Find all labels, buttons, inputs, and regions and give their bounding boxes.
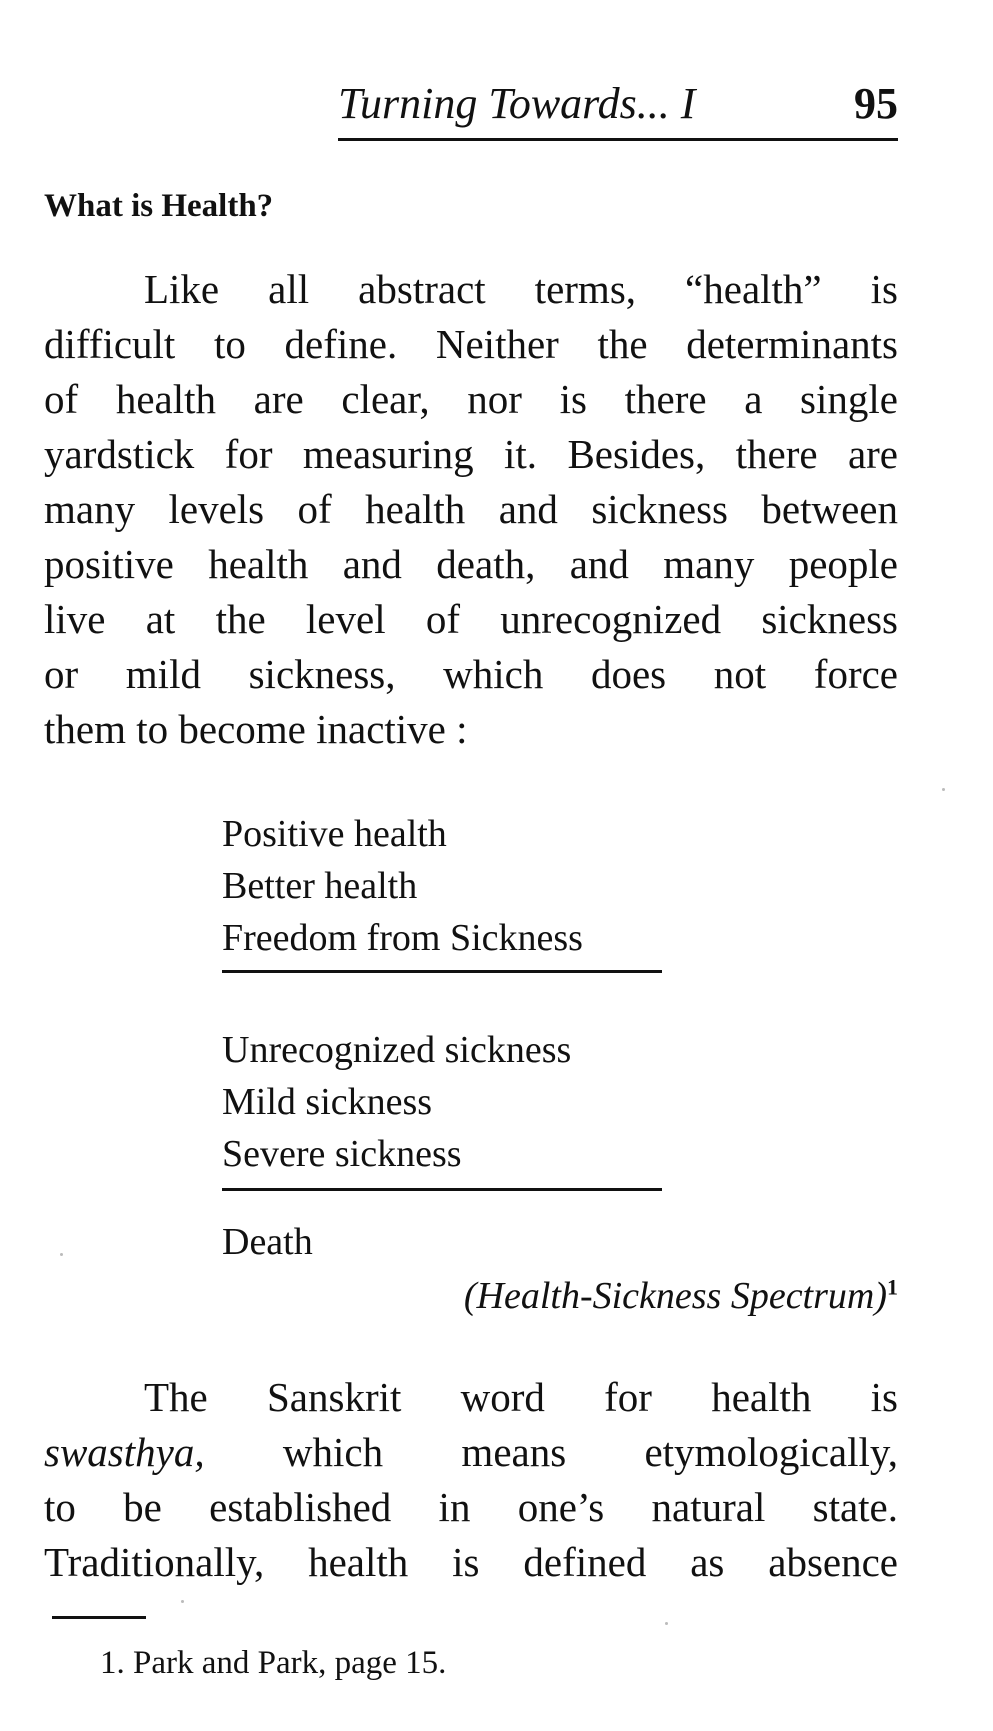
paper-speck (665, 1622, 668, 1625)
sanskrit-term: swasthya, (44, 1429, 205, 1475)
spectrum-sickness-group (222, 1024, 662, 1180)
paragraph-line: positive health and death, and many people (44, 541, 898, 587)
footnote-reference: 1 (887, 1274, 898, 1300)
paper-speck (181, 1600, 184, 1603)
paragraph-line: them to become inactive : (44, 706, 468, 752)
spectrum-caption (464, 1270, 898, 1322)
paragraph-line: or mild sickness, which does not force (44, 651, 898, 697)
paper-speck (942, 788, 945, 791)
paragraph-line: The Sanskrit word for health is (144, 1374, 898, 1420)
paragraph-line: of health are clear, nor is there a single (44, 376, 898, 422)
running-header (338, 78, 898, 141)
spectrum-item: Death (222, 1221, 313, 1263)
paper-speck (60, 1253, 63, 1256)
page-number: 95 (854, 79, 898, 128)
spectrum-divider (222, 970, 662, 973)
paragraph-line: yardstick for measuring it. Besides, there are (44, 431, 898, 477)
paragraph-line: live at the level of unrecognized sickness (44, 596, 898, 642)
paragraph-line: to be established in one’s natural state. (44, 1484, 898, 1530)
paragraph-line: Traditionally, health is defined as absence (44, 1539, 898, 1585)
spectrum-item: Better health (222, 865, 418, 907)
spectrum-health-group (222, 808, 662, 964)
paragraph-sanskrit-word (44, 1370, 898, 1590)
spectrum-item: Freedom from Sickness (222, 917, 583, 959)
paragraph-line: Like all abstract terms, “health” is (144, 266, 898, 312)
footnote: 1. Park and Park, page 15. (100, 1645, 447, 1681)
spectrum-item: Positive health (222, 813, 447, 855)
footnote-divider (52, 1616, 146, 1619)
running-title: Turning Towards... I (338, 79, 696, 128)
paragraph-health-definition (44, 262, 898, 757)
paragraph-line: swasthya, which means etymologically, (44, 1429, 898, 1475)
paragraph-line: many levels of health and sickness between (44, 486, 898, 532)
spectrum-caption-text: (Health-Sickness Spectrum) (463, 1275, 887, 1317)
paragraph-line: difficult to define. Neither the determinants (44, 321, 898, 367)
spectrum-item: Severe sickness (222, 1133, 462, 1175)
section-heading: What is Health? (44, 188, 274, 224)
spectrum-item: Unrecognized sickness (222, 1029, 572, 1071)
spectrum-item: Mild sickness (222, 1081, 433, 1123)
spectrum-death-group (222, 1216, 662, 1268)
spectrum-divider (222, 1188, 662, 1191)
